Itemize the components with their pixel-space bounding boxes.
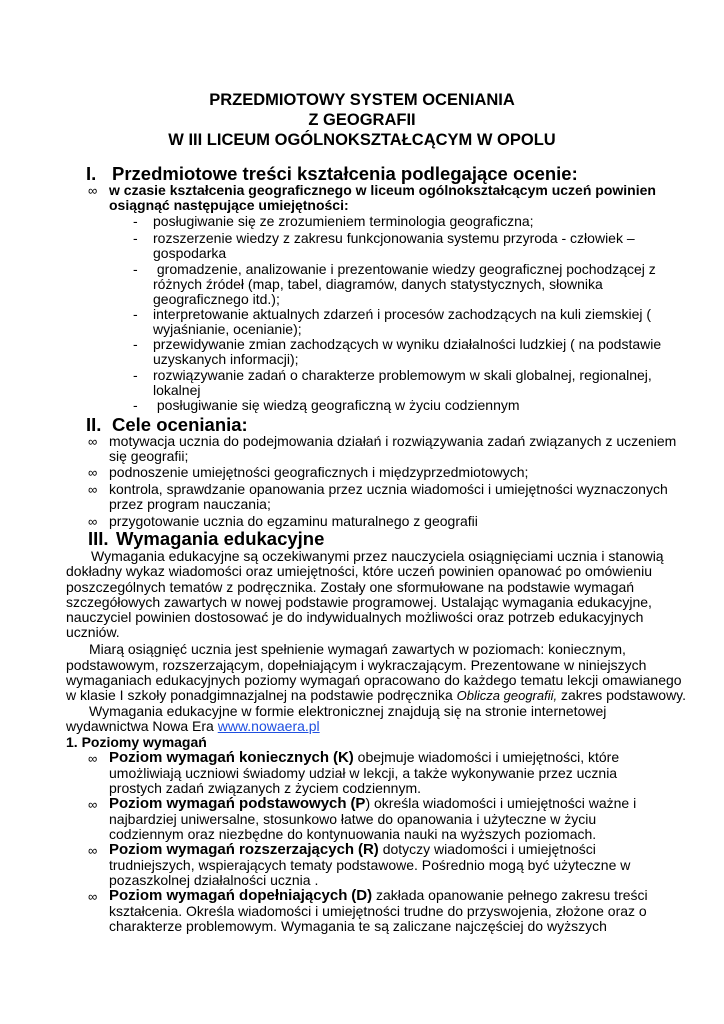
dash-bullet-icon: - (133, 261, 138, 277)
infinity-bullet-icon: ∞ (88, 843, 98, 858)
paragraph-line: nauczyciel powinien dostosować je do indywidualnych możliwości oraz potrzeb edukacyjnych (66, 609, 644, 625)
doc-title-line-3: W III LICEUM OGÓLNOKSZTAŁCĄCYM W OPOLU (168, 131, 556, 149)
level-item-cont: trudniejszych, wspierających tematy podstawowe. Pośrednio mogą być użyteczne w (109, 857, 631, 873)
skill-item: rozszerzenie wiedzy z zakresu funkcjonowania systemu przyroda - człowiek – (153, 230, 635, 246)
level-item-cont: prostych zadań związanych z życiem codziennym. (109, 780, 422, 796)
skill-item: interpretowanie aktualnych zdarzeń i procesów zachodzących na kuli ziemskiej ( (153, 306, 652, 322)
level-item-cont: kształcenia. Określa wiadomości i umiejętności trudne do przyswojenia, złożone oraz o (109, 903, 647, 919)
dash-bullet-icon: - (133, 213, 138, 229)
level-code: (R) (357, 841, 379, 858)
infinity-bullet-icon: ∞ (88, 514, 98, 529)
level-item-cont: codziennym oraz niezbędne do kontynuowania nauki na wyższych poziomach. (109, 826, 597, 842)
text-run: zakres podstawowy. (557, 687, 687, 703)
doc-title-line-1: PRZEDMIOTOWY SYSTEM OCENIANIA (209, 91, 515, 109)
infinity-bullet-icon: ∞ (88, 797, 98, 812)
skill-item-cont: geograficznego itd.); (153, 291, 280, 307)
infinity-bullet-icon: ∞ (88, 434, 98, 449)
section-3-title: Wymagania edukacyjne (116, 528, 325, 549)
level-item-cont: pozaszkolnej działalności ucznia . (109, 872, 319, 888)
section-3-number: III. (88, 528, 109, 549)
dash-bullet-icon: - (133, 367, 138, 383)
goal-item: kontrola, sprawdzanie opanowania przez ucznia wiadomości i umiejętności wyznaczonych (109, 481, 668, 497)
text-run: w klasie I szkoły ponadgimnazjalnej na podstawie podręcznika (66, 687, 457, 703)
infinity-bullet-icon: ∞ (88, 751, 98, 766)
skill-item-cont: lokalnej (153, 382, 201, 398)
level-item-cont: umożliwiają uczniowi świadomy udział w lekcji, a także wykonywanie przez ucznia (109, 765, 618, 781)
skill-item-cont: wyjaśnianie, ocenianie); (153, 321, 302, 337)
goal-item: motywacja ucznia do podejmowania działań i rozwiązywania zadań związanych z uczeniem (109, 433, 677, 449)
level-name: Poziom wymagań rozszerzających (109, 841, 355, 858)
level-item (109, 888, 648, 903)
dash-bullet-icon: - (133, 397, 138, 413)
subsection-heading: 1. Poziomy wymagań (66, 734, 207, 750)
paragraph-line: uczniów. (66, 624, 120, 640)
skill-item: posługiwanie się wiedzą geograficzną w życiu codziennym (153, 397, 520, 413)
paragraph-line: Wymagania edukacyjne są oczekiwanymi przez nauczyciela osiągnięciami ucznia i stanowią (91, 548, 664, 564)
dash-bullet-icon: - (133, 336, 138, 352)
text-run: wydawnictwa Nowa Era (66, 718, 218, 734)
section-2-title: Cele oceniania: (112, 414, 248, 435)
paragraph-line (66, 719, 320, 734)
level-item-cont: najbardziej uniwersalne, stosunkowo łatwe do opanowania i użyteczne w życiu (109, 811, 597, 827)
level-code: (D) (351, 887, 373, 904)
paragraph-line: poszczególnych tematów z podręcznika. Zostały one sformułowane na podstawie wymagań (66, 579, 635, 595)
publisher-website-link[interactable]: www.nowaera.pl (217, 718, 320, 734)
level-item (109, 796, 636, 811)
skill-item: przewidywanie zmian zachodzących w wyniku działalności ludzkiej ( na podstawie (153, 336, 662, 352)
paragraph-line: szczegółowych zawartych w nowej podstawie programowej. Ustalając wymagania edukacyjne, (66, 594, 652, 610)
skill-item-cont: uzyskanych informacji); (153, 351, 299, 367)
dash-bullet-icon: - (133, 306, 138, 322)
paragraph-line: dokładny wykaz wiadomości oraz umiejętności, które uczeń powinien opanować po omówieniu (66, 563, 652, 579)
level-desc: obejmuje wiadomości i umiejętności, które (353, 749, 620, 765)
section-2-number: II. (86, 414, 102, 435)
skill-item-cont: różnych źródeł (map, tabel, diagramów, danych statystycznych, słownika (153, 276, 603, 292)
level-code: (K) (332, 749, 354, 766)
level-item (109, 842, 596, 857)
level-desc: zakłada opanowanie pełnego zakresu treści (372, 887, 648, 903)
section-1-number: I. (86, 163, 97, 184)
infinity-bullet-icon: ∞ (88, 183, 98, 198)
skill-item-cont: gospodarka (153, 245, 227, 261)
goal-item: podnoszenie umiejętności geograficznych i międzyprzedmiotowych; (109, 464, 529, 480)
dash-bullet-icon: - (133, 230, 138, 246)
infinity-bullet-icon: ∞ (88, 482, 98, 497)
level-code: (P (350, 795, 366, 812)
infinity-bullet-icon: ∞ (88, 465, 98, 480)
section-3-heading (88, 528, 324, 550)
level-item (109, 750, 619, 765)
skill-item: gromadzenie, analizowanie i prezentowanie wiedzy geograficznej pochodzącej z (153, 261, 656, 277)
goal-item: przygotowanie ucznia do egzaminu maturalnego z geografii (109, 513, 478, 529)
section-1-title: Przedmiotowe treści kształcenia podlegające ocenie: (112, 163, 578, 184)
doc-title-line-2: Z GEOGRAFII (308, 111, 416, 129)
goal-item-cont: przez program nauczania; (109, 496, 271, 512)
section-1-lead-line: w czasie kształcenia geograficznego w liceum ogólnokształcącym uczeń powinien (109, 182, 656, 198)
level-desc: ) określa wiadomości i umiejętności ważne i (365, 795, 637, 811)
level-name: Poziom wymagań podstawowych (109, 795, 347, 812)
level-name: Poziom wymagań dopełniających (109, 887, 348, 904)
level-name: Poziom wymagań koniecznych (109, 749, 330, 766)
skill-item: posługiwanie się ze zrozumieniem terminologia geograficzna; (153, 213, 534, 229)
skill-item: rozwiązywanie zadań o charakterze problemowym w skali globalnej, regionalnej, (153, 367, 652, 383)
paragraph-line: podstawowym, rozszerzającym, dopełniającym i wykraczającym. Prezentowane w niniejszych (66, 657, 647, 673)
paragraph-line: Miarą osiągnięć ucznia jest spełnienie wymagań zawartych w poziomach: koniecznym, (89, 641, 626, 657)
paragraph-line (66, 688, 686, 703)
infinity-bullet-icon: ∞ (88, 889, 98, 904)
level-item-cont: charakterze problemowym. Wymagania te są zaliczane najczęściej do wyższych (109, 918, 607, 934)
textbook-title: Oblicza geografii, (456, 688, 558, 703)
level-desc: dotyczy wiadomości i umiejętności (378, 841, 596, 857)
section-1-lead-line: osiągnąć następujące umiejętności: (109, 197, 349, 213)
paragraph-line: wymaganiach edukacyjnych poziomy wymagań opracowano do każdego tematu lekcji omawianego (66, 672, 682, 688)
goal-item-cont: się geografii; (109, 448, 189, 464)
paragraph-line: Wymagania edukacyjne w formie elektronicznej znajdują się na stronie internetowej (89, 703, 607, 719)
